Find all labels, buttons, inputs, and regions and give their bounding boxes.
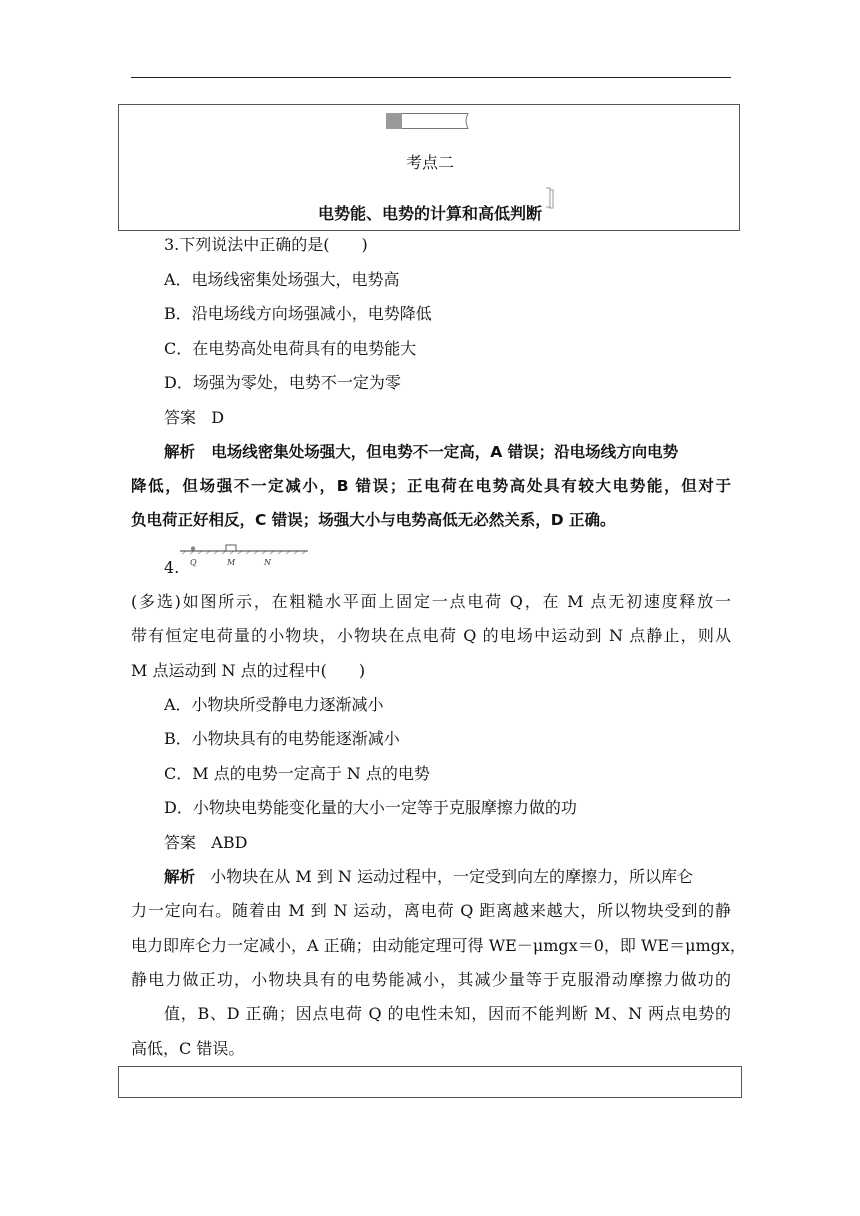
section-title: 电势能、电势的计算和高低判断 [317,204,542,223]
q4-stem-line-2: 带有恒定电荷量的小物块，小物块在点电荷 Q 的电场中运动到 N 点静止，则从 [131,626,731,645]
q4-number: 4. [164,558,180,577]
q4-answer-label: 答案 [164,833,197,852]
q4-figure [180,540,308,568]
q4-figure-label-n: N [264,558,271,567]
bracket-decoration [545,187,555,209]
q3-analysis-line-2: 降低，但场强不一定减小，B 错误；正电荷在电势高处具有较大电势能，但对于 [131,477,731,495]
q4-analysis-line-1 [164,867,731,887]
section-tab-decoration [386,113,470,129]
q4-answer-value: ABD [211,833,248,852]
q3-answer [164,408,224,428]
q4-analysis-line-5: 值，B、D 正确；因点电荷 Q 的电性未知，因而不能判断 M、N 两点电势的 [164,1004,731,1023]
q3-analysis-line-3: 负电荷正好相反，C 错误；场强大小与电势高低无必然关系，D 正确。 [131,511,616,529]
q3-answer-label: 答案 [164,408,197,427]
q4-analysis-text-1: 小物块在从 M 到 N 运动过程中，一定受到向左的摩擦力，所以库仑 [210,867,694,886]
q4-option-a: A．小物块所受静电力逐渐减小 [164,695,384,714]
q4-analysis-line-6: 高低，C 错误。 [131,1039,245,1058]
q3-option-a: A．电场线密集处场强大，电势高 [164,270,400,289]
q4-analysis-label: 解析 [164,868,196,886]
q3-analysis-line-1 [164,442,731,462]
q4-option-d: D．小物块电势能变化量的大小一定等于克服摩擦力做的功 [164,798,577,817]
q4-analysis-line-3: 电力即库仑力一定减小，A 正确；由动能定理可得 WE－μmgx＝0，即 WE＝μmgx， [131,936,746,955]
q4-analysis-line-4: 静电力做正功，小物块具有的电势能减小，其减少量等于克服滑动摩擦力做功的 [131,970,731,989]
q3-option-d: D．场强为零处，电势不一定为零 [164,373,401,392]
q3-option-b: B．沿电场线方向场强减小，电势降低 [164,304,432,323]
q3-option-c: C．在电势高处电荷具有的电势能大 [164,339,417,358]
q4-figure-label-m: M [227,558,236,567]
q4-answer [164,833,247,853]
q4-option-c: C．M 点的电势一定高于 N 点的电势 [164,764,430,783]
q3-analysis-text-1: 电场线密集处场强大，但电势不一定高，A 错误；沿电场线方向电势 [211,443,679,461]
q4-stem-line-3: M 点运动到 N 点的过程中( ) [131,661,366,680]
q3-answer-value: D [211,408,225,427]
q4-option-b: B．小物块具有的电势能逐渐减小 [164,729,400,748]
q3-analysis-label: 解析 [164,443,196,461]
q4-figure-label-q: Q [190,558,197,567]
q4-analysis-line-2: 力一定向右。随着由 M 到 N 运动，离电荷 Q 距离越来越大，所以物块受到的静 [131,901,731,920]
bottom-box [118,1066,742,1098]
q3-stem: 3.下列说法中正确的是( ) [164,235,368,254]
q4-stem-line-1: (多选)如图所示，在粗糙水平面上固定一点电荷 Q，在 M 点无初速度释放一 [131,592,731,611]
top-rule [131,77,731,78]
section-label: 考点二 [405,153,454,172]
